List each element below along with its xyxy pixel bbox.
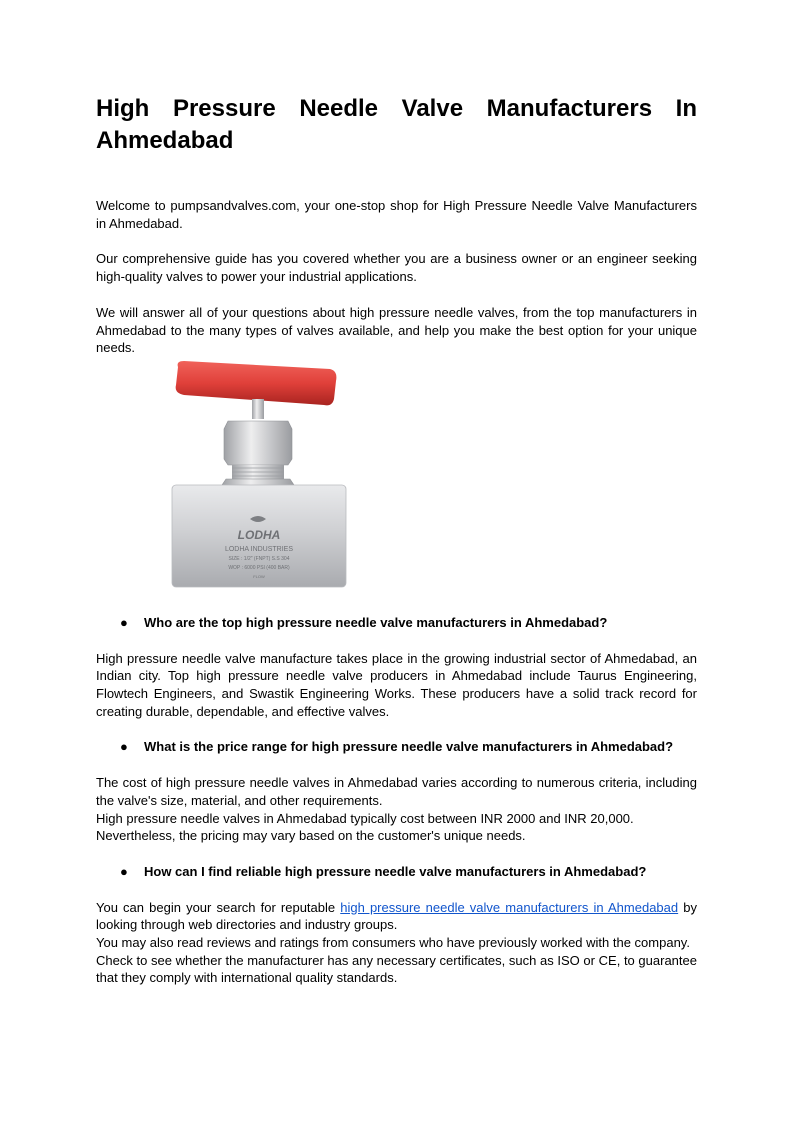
page-title: High Pressure Needle Valve Manufacturers In Ahmedabad [96, 95, 697, 154]
valve-size-line: SIZE : 1/2" (FNPT) S.S 304 [228, 555, 290, 562]
question-3-text: How can I find reliable high pressure needle valve manufacturers in Ahmedabad? [144, 863, 647, 879]
section-3-paragraph-2: You may also read reviews and ratings from consumers who have previously worked with the company. [96, 935, 690, 951]
intro-paragraph-2: Our comprehensive guide has you covered whether you are a business owner or an engineer seeking high-quality valves to power your industrial applications. [96, 251, 697, 285]
bullet-icon: ● [120, 739, 128, 755]
section-3-paragraph-1 [96, 899, 697, 934]
valve-bonnet [224, 421, 292, 465]
question-2 [96, 738, 697, 756]
valve-brand: LODHA [237, 527, 281, 542]
section-3-text-before-link: You can begin your search for reputable [96, 899, 341, 915]
question-3 [96, 863, 697, 881]
bullet-icon: ● [120, 614, 128, 630]
question-1-text: Who are the top high pressure needle valve manufacturers in Ahmedabad? [144, 614, 608, 630]
bullet-icon: ● [120, 863, 128, 879]
manufacturers-link[interactable]: high pressure needle valve manufacturers in Ahmedabad [340, 899, 679, 915]
valve-stem [252, 399, 264, 419]
valve-flow-line: FLOW [253, 573, 265, 579]
question-1 [96, 614, 697, 632]
valve-company: LODHA INDUSTRIES [224, 545, 294, 553]
intro-paragraph-1: Welcome to pumpsandvalves.com, your one-stop shop for High Pressure Needle Valve Manufacturers in Ahmedabad. [96, 198, 697, 231]
valve-wop-line: WOP : 6000 PSI (400 BAR) [228, 564, 290, 571]
intro-paragraph-3: We will answer all of your questions about high pressure needle valves, from the top manufacturers in Ahmedabad to the many types of valves available, and help you make the best option for your unique needs. [96, 304, 697, 356]
section-3-paragraph-3: Check to see whether the manufacturer has any necessary certificates, such as ISO or CE, to guarantee that they comply with international quality standards. [96, 952, 697, 986]
section-2-paragraph-2: High pressure needle valves in Ahmedabad typically cost between INR 2000 and INR 20,000. [96, 810, 634, 826]
needle-valve-image [96, 359, 697, 597]
question-2-text: What is the price range for high pressure needle valve manufacturers in Ahmedabad? [144, 739, 674, 755]
section-2-paragraph-3: Nevertheless, the pricing may vary based on the customer's unique needs. [96, 828, 526, 844]
needle-valve-illustration [170, 359, 350, 591]
valve-handle [176, 361, 337, 405]
section-1-paragraph: High pressure needle valve manufacture takes place in the growing industrial sector of Ahmedabad, an Indian city. Top high pressure needle valve producers in Ahmedabad include Taurus Engineering, Flowtech Engineers, and Swastik Engineering Works. These producers have a solid track record for creating durable, dependable, and effective valves. [96, 650, 697, 719]
section-3-text-after-link: by looking through web directories and industry groups. [96, 899, 697, 933]
document-content [96, 93, 697, 987]
section-2-paragraph-1: The cost of high pressure needle valves in Ahmedabad varies according to numerous criteria, including the valve's size, material, and other requirements. [96, 775, 697, 808]
